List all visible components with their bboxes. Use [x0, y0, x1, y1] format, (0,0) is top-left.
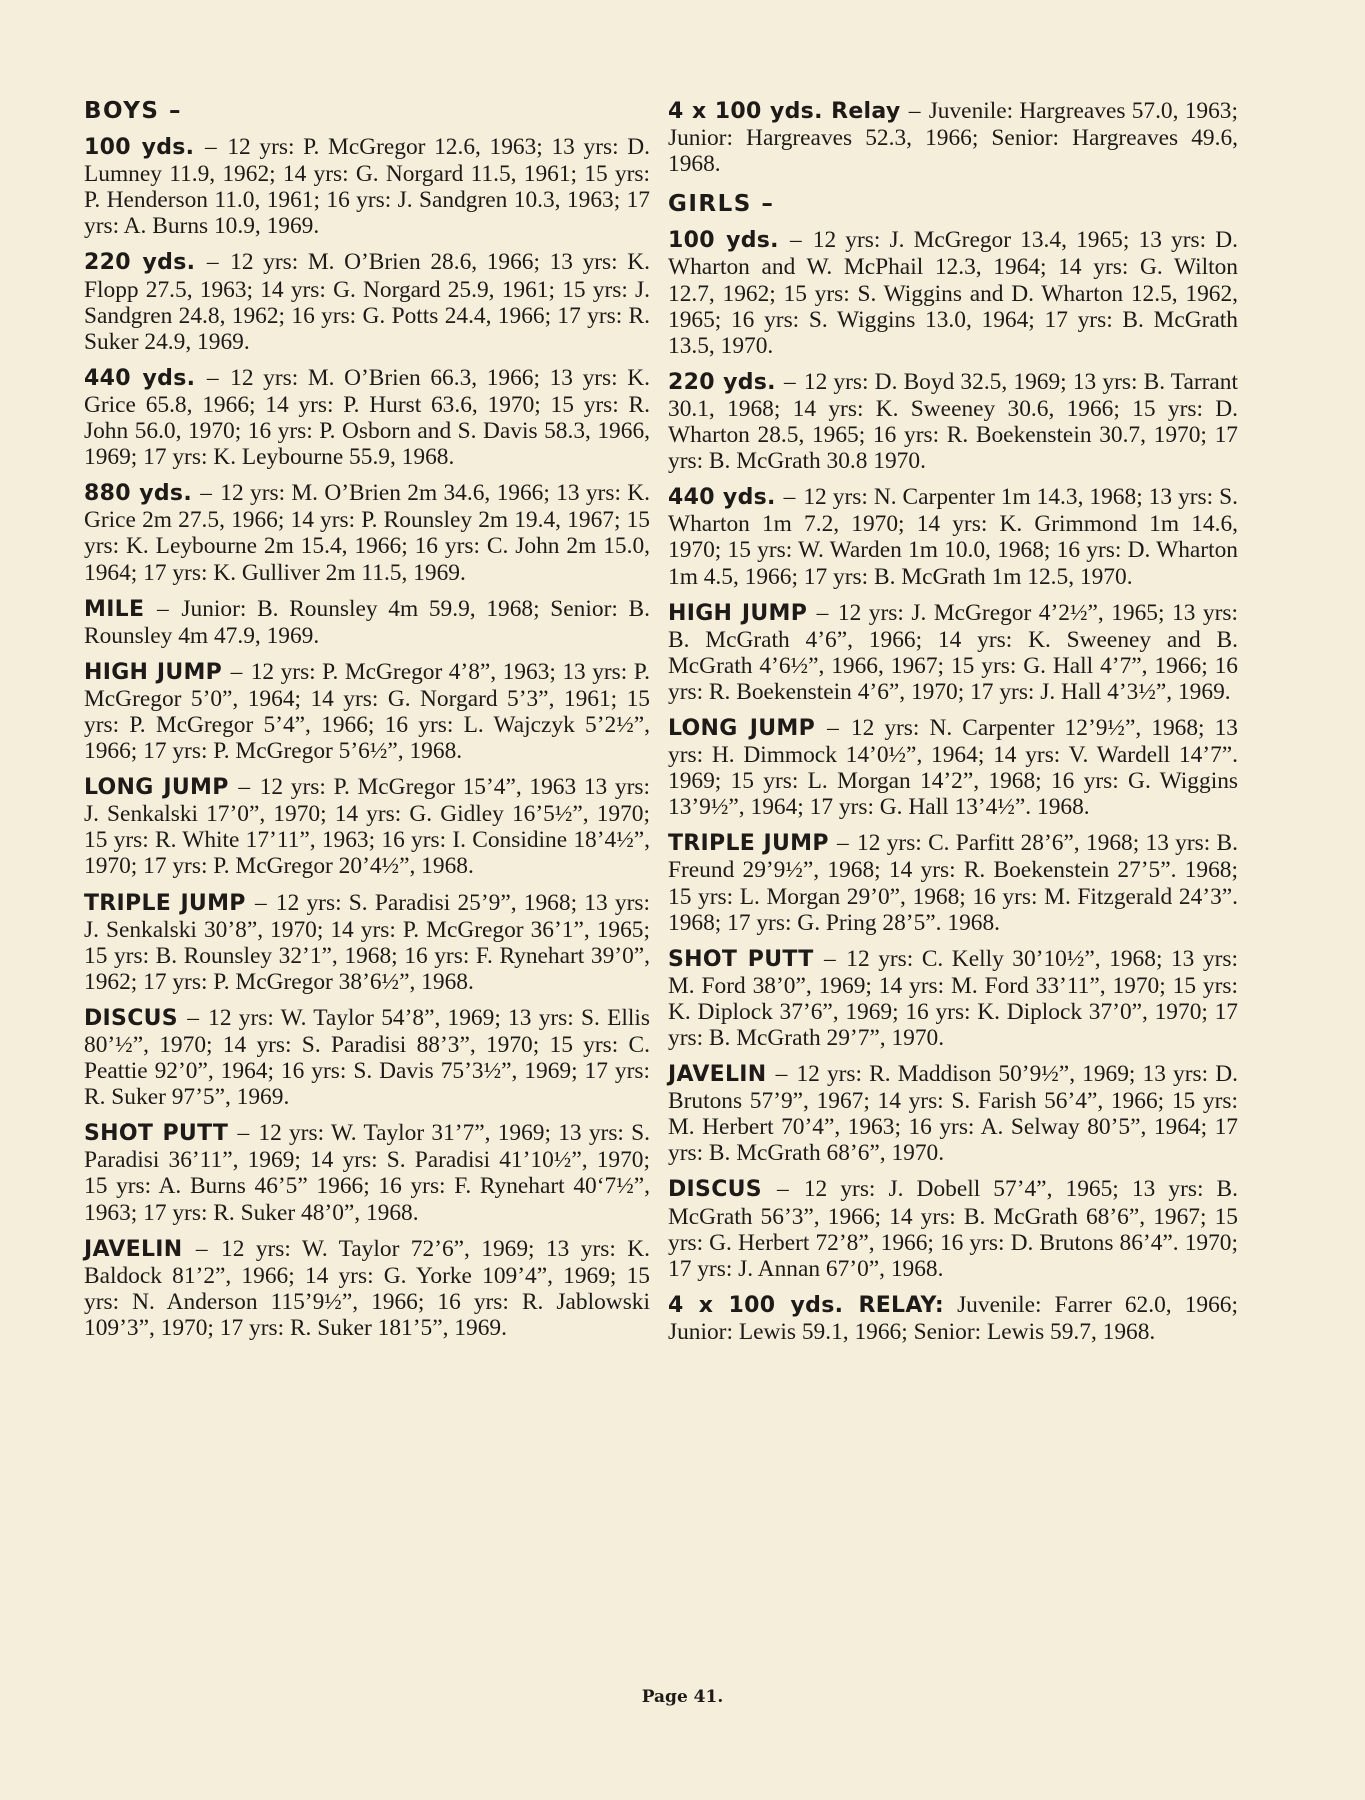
- record-entry: [668, 369, 1238, 474]
- record-text: Juvenile: Hargreaves 57.0, 1963; Junior: Hargreaves 52.3, 1966; Senior: Hargreaves 49.6, 1968.: [668, 98, 1238, 178]
- event-name: JAVELIN: [668, 1062, 767, 1088]
- event-name: MILE: [84, 596, 145, 622]
- record-text: 12 yrs: N. Carpenter 1m 14.3, 1968; 13 yrs: S. Wharton 1m 7.2, 1970; 14 yrs: K. Grimmond 1m 14.6, 1970; 15 yrs: W. Warden 1m 10.0, 1968; 16 yrs: D. Wharton 1m 4.5, 1966; 17 yrs: B. McGrath 1m 12.5, 1970.: [668, 484, 1239, 590]
- record-entry: [84, 480, 650, 585]
- record-entry: [84, 249, 650, 354]
- event-name: SHOT PUTT: [668, 946, 814, 972]
- record-text: 12 yrs: M. O’Brien 28.6, 1966; 13 yrs: K. Flopp 27.5, 1963; 14 yrs: G. Norgard 25.9, 1961; 15 yrs: J. Sandgren 24.8, 1962; 16 yrs: G. Potts 24.4, 1966; 17 yrs: R. Suker 24.9, 1969.: [84, 249, 650, 355]
- record-text: 12 yrs: R. Maddison 50’9½”, 1969; 13 yrs: D. Brutons 57’9”, 1967; 14 yrs: S. Farish 56’4”, 1966; 15 yrs: M. Herbert 70’4”, 1963; 16 yrs: A. Selway 80’5”, 1964; 17 yrs: B. McGrath 68’6”, 1970.: [668, 1061, 1239, 1167]
- event-name: HIGH JUMP: [668, 600, 808, 626]
- event-name: 440 yds.: [668, 485, 776, 511]
- record-entry: [84, 1236, 650, 1341]
- separator: –: [146, 595, 180, 622]
- event-name: TRIPLE JUMP: [668, 831, 829, 857]
- record-entry: [668, 1061, 1238, 1166]
- event-name: 100 yds.: [84, 135, 195, 161]
- record-text: 12 yrs: P. McGregor 15’4”, 1963 13 yrs: J. Senkalski 17’0”, 1970; 14 yrs: G. Gidley 16’5½”, 1970; 15 yrs: R. White 17’11”, 1963; 16 yrs: I. Considine 18’4½”, 1970; 17 yrs: P. McGregor 20’4½”, 1968.: [84, 774, 651, 880]
- record-text: 12 yrs: P. McGregor 4’8”, 1963; 13 yrs: P. McGregor 5’0”, 1964; 14 yrs: G. Norgard 5’3”, 1961; 15 yrs: P. McGregor 5’4”, 1966; 16 yrs: L. Wajczyk 5’2½”, 1966; 17 yrs: P. McGregor 5’6½”, 1968.: [84, 658, 651, 765]
- record-entry: [84, 659, 650, 764]
- event-name: DISCUS: [84, 1005, 178, 1031]
- separator: –: [224, 658, 249, 685]
- right-column: [668, 98, 1238, 1355]
- event-name: 4 x 100 yds. RELAY:: [668, 1292, 944, 1318]
- record-entry: [84, 365, 650, 470]
- separator: –: [184, 1235, 220, 1262]
- record-entry: [84, 1005, 650, 1110]
- event-name: 880 yds.: [84, 481, 192, 507]
- event-name: 220 yds.: [84, 250, 196, 276]
- record-text: Juvenile: Farrer 62.0, 1966; Junior: Lewis 59.1, 1966; Senior: Lewis 59.7, 1968.: [668, 1291, 1238, 1345]
- event-name: 4 x 100 yds. Relay: [668, 99, 901, 124]
- record-text: 12 yrs: J. McGregor 4’2½”, 1965; 13 yrs: B. McGrath 4’6”, 1966; 14 yrs: K. Sweeney and B. McGrath 4’6½”, 1966, 1967; 15 yrs: G. Hall 4’7”, 1966; 16 yrs: R. Boekenstein 4’6”, 1970; 17 yrs: J. Hall 4’3½”, 1969.: [668, 599, 1238, 705]
- record-entry: [84, 890, 650, 995]
- event-name: DISCUS: [668, 1177, 762, 1203]
- separator: –: [777, 484, 802, 511]
- separator: –: [230, 774, 258, 801]
- record-text: 12 yrs: M. O’Brien 66.3, 1966; 13 yrs: K. Grice 65.8, 1966; 14 yrs: P. Hurst 63.6, 1970; 15 yrs: R. John 56.0, 1970; 16 yrs: P. Osborn and S. Davis 58.3, 1966, 1969; 17 yrs: K. Leybourne 55.9, 1968.: [84, 364, 650, 471]
- record-text: 12 yrs: M. O’Brien 2m 34.6, 1966; 13 yrs: K. Grice 2m 27.5, 1966; 14 yrs: P. Rounsley 2m 19.4, 1967; 15 yrs: K. Leybourne 2m 15.4, 1966; 16 yrs: C. John 2m 15.0, 1964; 17 yrs: K. Gulliver 2m 11.5, 1969.: [84, 480, 650, 586]
- event-name: 100 yds.: [668, 228, 779, 254]
- left-column: [84, 98, 650, 1351]
- record-entry: [668, 715, 1238, 820]
- separator: –: [815, 945, 845, 972]
- event-name: SHOT PUTT: [84, 1121, 229, 1147]
- event-name: LONG JUMP: [668, 715, 816, 741]
- record-entry: [668, 1176, 1238, 1281]
- record-entry: [668, 946, 1238, 1051]
- event-name: JAVELIN: [84, 1236, 183, 1262]
- girls-heading: GIRLS –: [668, 191, 775, 218]
- separator: –: [230, 1120, 257, 1147]
- page-number: Page 41.: [641, 1687, 724, 1707]
- separator: –: [179, 1004, 207, 1031]
- separator: –: [768, 1061, 795, 1088]
- boys-relay-entry: [668, 98, 1238, 177]
- separator: –: [777, 368, 802, 395]
- separator: –: [830, 830, 856, 857]
- separator: [944, 1292, 957, 1318]
- record-text: 12 yrs: W. Taylor 31’7”, 1969; 13 yrs: S. Paradisi 36’11”, 1969; 14 yrs: S. Paradisi 41’10½”, 1970; 15 yrs: A. Burns 46’5” 1966; 16 yrs: F. Rynehart 40‘7½”, 1963; 17 yrs: R. Suker 48’0”, 1968.: [84, 1120, 651, 1226]
- boys-heading: BOYS –: [84, 98, 182, 124]
- record-entry: [84, 134, 650, 239]
- separator: –: [247, 889, 274, 916]
- event-name: HIGH JUMP: [84, 659, 223, 685]
- record-entry: [668, 830, 1238, 935]
- record-entry: [84, 1120, 650, 1225]
- record-text: 12 yrs: S. Paradisi 25’9”, 1968; 13 yrs: J. Senkalski 30’8”, 1970; 14 yrs: P. McGregor 36’1”, 1965; 15 yrs: B. Rounsley 32’1”, 1968; 16 yrs: F. Rynehart 39’0”, 1962; 17 yrs: P. McGregor 38’6½”, 1968.: [84, 889, 650, 995]
- separator: –: [817, 714, 849, 741]
- separator: –: [197, 364, 229, 391]
- separator: –: [780, 227, 811, 254]
- record-text: 12 yrs: W. Taylor 54’8”, 1969; 13 yrs: S. Ellis 80’½”, 1970; 14 yrs: S. Paradisi 88’3”, 1970; 15 yrs: C. Peattie 92’0”, 1964; 16 yrs: S. Davis 75’3½”, 1969; 17 yrs: R. Suker 97’5”, 1969.: [84, 1004, 650, 1111]
- record-text: 12 yrs: D. Boyd 32.5, 1969; 13 yrs: B. Tarrant 30.1, 1968; 14 yrs: K. Sweeney 30.6, 1966; 15 yrs: D. Wharton 28.5, 1965; 16 yrs: R. Boekenstein 30.7, 1970; 17 yrs: B. McGrath 30.8 1970.: [668, 368, 1238, 475]
- separator: –: [193, 480, 219, 507]
- event-name: 220 yds.: [668, 369, 776, 395]
- record-entry: [84, 774, 650, 879]
- record-entry: [668, 1292, 1238, 1345]
- record-entry: [668, 227, 1238, 358]
- separator: –: [196, 134, 226, 161]
- record-text: 12 yrs: P. McGregor 12.6, 1963; 13 yrs: D. Lumney 11.9, 1962; 14 yrs: G. Norgard 11.5, 1961; 15 yrs: P. Henderson 11.0, 1961; 16 yrs: J. Sandgren 10.3, 1963; 17 yrs: A. Burns 10.9, 1969.: [84, 134, 650, 240]
- event-name: TRIPLE JUMP: [84, 890, 246, 916]
- record-text: 12 yrs: N. Carpenter 12’9½”, 1968; 13 yrs: H. Dimmock 14’0½”, 1964; 14 yrs: V. Wardell 14’7”. 1969; 15 yrs: L. Morgan 14’2”, 1968; 16 yrs: G. Wiggins 13’9½”, 1964; 17 yrs: G. Hall 13’4½”. 1968.: [668, 714, 1238, 821]
- record-text: 12 yrs: C. Parfitt 28’6”, 1968; 13 yrs: B. Freund 29’9½”, 1968; 14 yrs: R. Boekenstein 27’5”. 1968; 15 yrs: L. Morgan 29’0”, 1968; 16 yrs: M. Fitzgerald 24’3”. 1968; 17 yrs: G. Pring 28’5”. 1968.: [668, 830, 1238, 936]
- record-text: 12 yrs: J. McGregor 13.4, 1965; 13 yrs: D. Wharton and W. McPhail 12.3, 1964; 14 yrs: G. Wilton 12.7, 1962; 15 yrs: S. Wiggins and D. Wharton 12.5, 1962, 1965; 16 yrs: S. Wiggins 13.0, 1964; 17 yrs: B. McGrath 13.5, 1970.: [668, 227, 1238, 359]
- record-text: 12 yrs: W. Taylor 72’6”, 1969; 13 yrs: K. Baldock 81’2”, 1966; 14 yrs: G. Yorke 109’4”, 1969; 15 yrs: N. Anderson 115’9½”, 1966; 16 yrs: R. Jablowski 109’3”, 1970; 17 yrs: R. Suker 181’5”, 1969.: [84, 1235, 650, 1341]
- record-text: 12 yrs: J. Dobell 57’4”, 1965; 13 yrs: B. McGrath 56’3”, 1966; 14 yrs: B. McGrath 68’6”, 1967; 15 yrs: G. Herbert 72’8”, 1966; 16 yrs: D. Brutons 86’4”. 1970; 17 yrs: J. Annan 67’0”, 1968.: [668, 1176, 1238, 1282]
- record-text: 12 yrs: C. Kelly 30’10½”, 1968; 13 yrs: M. Ford 38’0”, 1969; 14 yrs: M. Ford 33’11”, 1970; 15 yrs: K. Diplock 37’6”, 1969; 16 yrs: K. Diplock 37’0”, 1970; 17 yrs: B. McGrath 29’7”, 1970.: [668, 945, 1238, 1051]
- separator: –: [197, 249, 229, 276]
- separator: –: [763, 1176, 802, 1203]
- record-text: Junior: B. Rounsley 4m 59.9, 1968; Senior: B. Rounsley 4m 47.9, 1969.: [84, 595, 650, 649]
- record-entry: [84, 596, 650, 649]
- event-name: LONG JUMP: [84, 775, 229, 801]
- record-entry: [668, 484, 1238, 589]
- record-entry: [668, 600, 1238, 705]
- separator: –: [902, 98, 927, 124]
- event-name: 440 yds.: [84, 365, 196, 391]
- separator: –: [809, 599, 836, 626]
